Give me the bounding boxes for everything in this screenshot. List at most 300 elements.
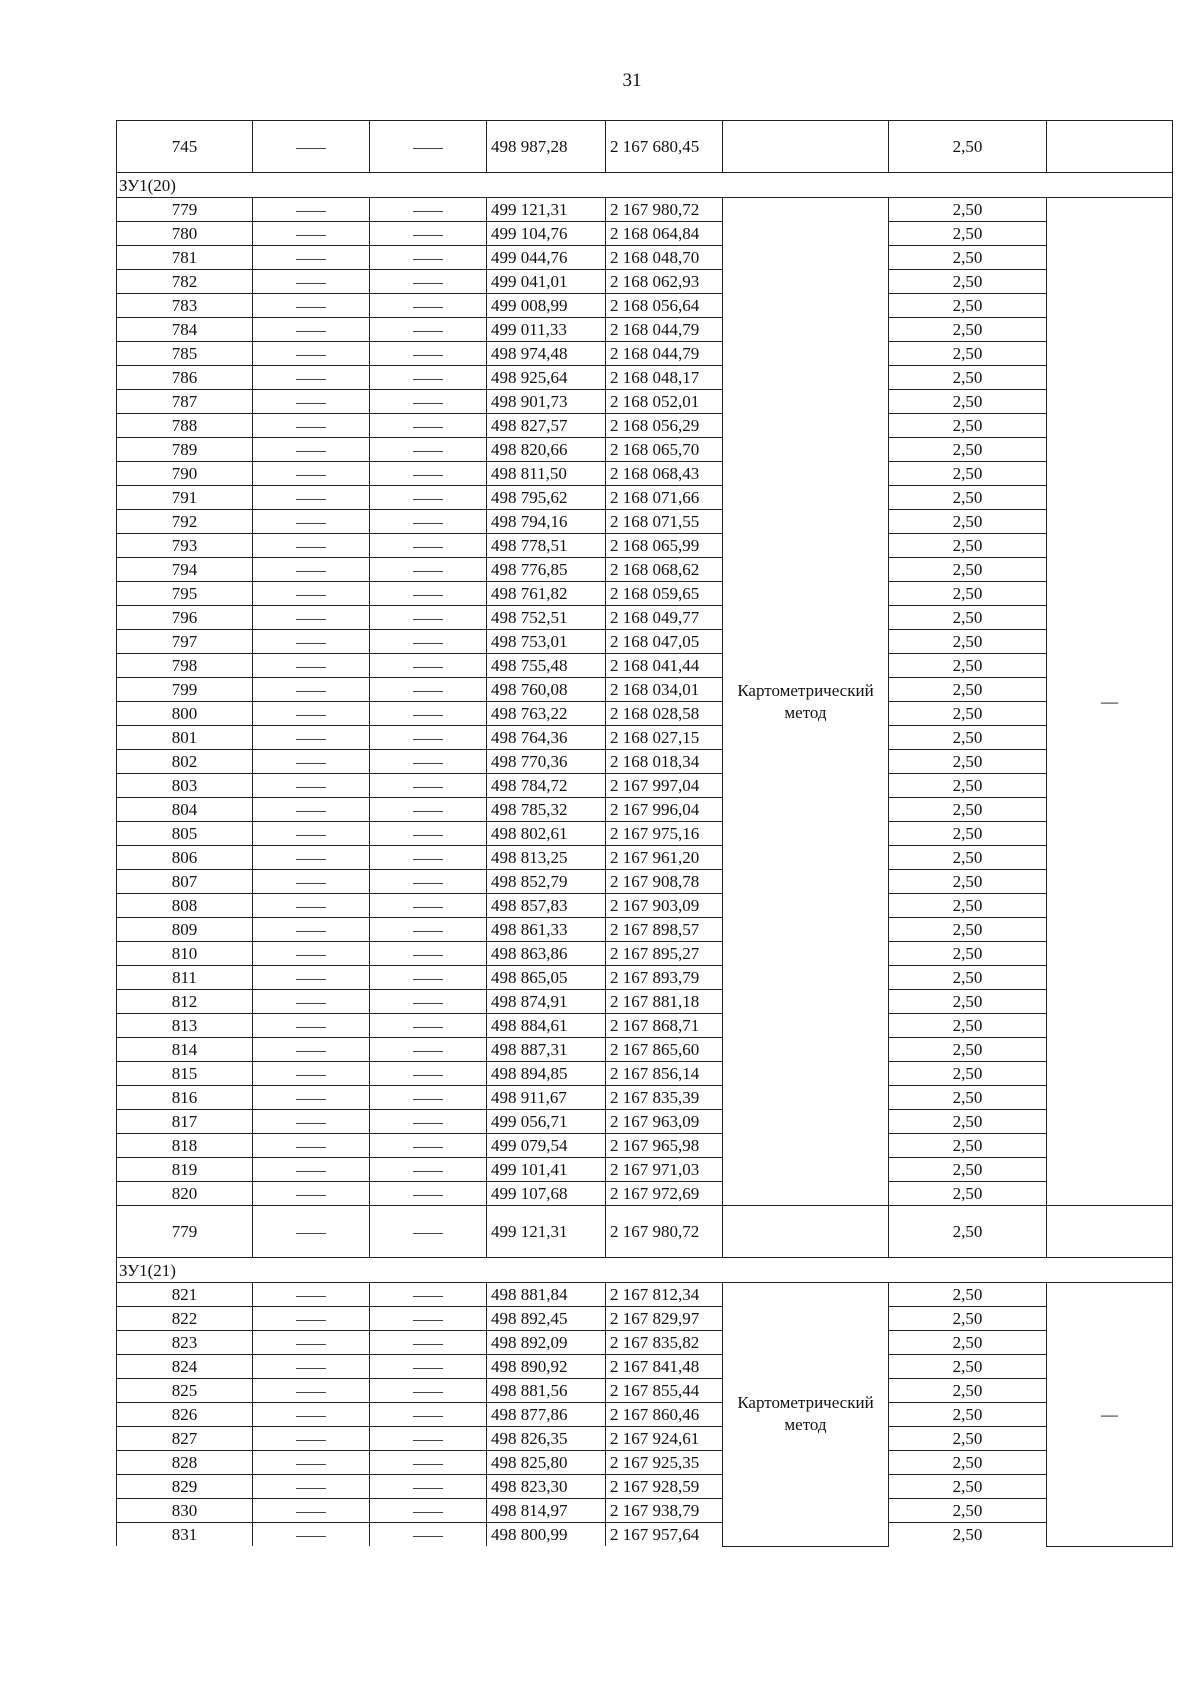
point-number: 823 xyxy=(117,1331,253,1355)
dash-mark xyxy=(296,1440,326,1441)
x-coordinate: 499 041,01 xyxy=(487,270,606,294)
accuracy-value: 2,50 xyxy=(889,798,1047,822)
dash-mark xyxy=(296,283,326,284)
table-row xyxy=(117,630,1173,654)
dash-mark xyxy=(413,283,443,284)
empty-cell xyxy=(253,1355,370,1379)
table-row xyxy=(117,894,1173,918)
dash-mark xyxy=(413,787,443,788)
y-coordinate: 2 167 898,57 xyxy=(606,918,723,942)
x-coordinate: 499 011,33 xyxy=(487,318,606,342)
empty-cell xyxy=(370,1475,487,1499)
point-number: 782 xyxy=(117,270,253,294)
dash-mark xyxy=(296,811,326,812)
y-coordinate: 2 167 835,82 xyxy=(606,1331,723,1355)
x-coordinate: 498 802,61 xyxy=(487,822,606,846)
point-number: 831 xyxy=(117,1523,253,1547)
x-coordinate: 498 874,91 xyxy=(487,990,606,1014)
empty-cell xyxy=(370,222,487,246)
dash-mark xyxy=(413,235,443,236)
accuracy-value: 2,50 xyxy=(889,270,1047,294)
empty-cell xyxy=(370,942,487,966)
point-number: 783 xyxy=(117,294,253,318)
accuracy-value: 2,50 xyxy=(889,1379,1047,1403)
notes-cell xyxy=(1047,1206,1173,1258)
empty-cell xyxy=(370,1451,487,1475)
table-row xyxy=(117,534,1173,558)
dash-mark xyxy=(413,907,443,908)
page-number: 31 xyxy=(622,70,642,91)
point-number: 792 xyxy=(117,510,253,534)
empty-cell xyxy=(370,486,487,510)
dash-mark xyxy=(413,955,443,956)
empty-cell xyxy=(253,1283,370,1307)
table-row xyxy=(117,1038,1173,1062)
accuracy-value: 2,50 xyxy=(889,1499,1047,1523)
x-coordinate: 498 764,36 xyxy=(487,726,606,750)
dash-mark xyxy=(413,1368,443,1369)
table-row xyxy=(117,1283,1173,1307)
accuracy-value: 2,50 xyxy=(889,774,1047,798)
dash-mark xyxy=(296,787,326,788)
section-header-row xyxy=(117,1258,1173,1283)
accuracy-value: 2,50 xyxy=(889,1014,1047,1038)
point-number: 789 xyxy=(117,438,253,462)
dash-mark xyxy=(296,1123,326,1124)
dash-mark xyxy=(413,595,443,596)
y-coordinate: 2 167 860,46 xyxy=(606,1403,723,1427)
accuracy-value: 2,50 xyxy=(889,726,1047,750)
method-cell: Картометрический метод xyxy=(723,1283,889,1547)
table-row xyxy=(117,246,1173,270)
point-number: 801 xyxy=(117,726,253,750)
dash-mark xyxy=(296,1320,326,1321)
accuracy-value: 2,50 xyxy=(889,942,1047,966)
dash-mark xyxy=(296,523,326,524)
table-row xyxy=(117,414,1173,438)
empty-cell xyxy=(370,1110,487,1134)
dash-mark xyxy=(413,571,443,572)
point-number: 781 xyxy=(117,246,253,270)
empty-cell xyxy=(253,1134,370,1158)
accuracy-value: 2,50 xyxy=(889,606,1047,630)
dash-mark xyxy=(413,1440,443,1441)
y-coordinate: 2 167 856,14 xyxy=(606,1062,723,1086)
y-coordinate: 2 167 924,61 xyxy=(606,1427,723,1451)
y-coordinate: 2 167 829,97 xyxy=(606,1307,723,1331)
dash-mark xyxy=(413,307,443,308)
dash-mark xyxy=(296,379,326,380)
empty-cell xyxy=(253,246,370,270)
point-number: 796 xyxy=(117,606,253,630)
x-coordinate: 498 881,56 xyxy=(487,1379,606,1403)
point-number: 808 xyxy=(117,894,253,918)
empty-cell xyxy=(370,990,487,1014)
dash-mark xyxy=(413,715,443,716)
accuracy-value: 2,50 xyxy=(889,246,1047,270)
point-number: 797 xyxy=(117,630,253,654)
empty-cell xyxy=(370,1086,487,1110)
dash-mark xyxy=(296,619,326,620)
empty-cell xyxy=(370,1331,487,1355)
point-number: 788 xyxy=(117,414,253,438)
empty-cell xyxy=(370,1283,487,1307)
empty-cell xyxy=(370,510,487,534)
y-coordinate: 2 168 056,64 xyxy=(606,294,723,318)
x-coordinate: 498 785,32 xyxy=(487,798,606,822)
y-coordinate: 2 168 027,15 xyxy=(606,726,723,750)
y-coordinate: 2 168 044,79 xyxy=(606,342,723,366)
empty-cell xyxy=(253,414,370,438)
empty-cell xyxy=(370,918,487,942)
y-coordinate: 2 168 059,65 xyxy=(606,582,723,606)
table-row xyxy=(117,366,1173,390)
y-coordinate: 2 167 925,35 xyxy=(606,1451,723,1475)
x-coordinate: 498 811,50 xyxy=(487,462,606,486)
accuracy-value: 2,50 xyxy=(889,438,1047,462)
point-number: 806 xyxy=(117,846,253,870)
empty-cell xyxy=(253,798,370,822)
empty-cell xyxy=(370,270,487,294)
dash-mark xyxy=(413,691,443,692)
point-number: 822 xyxy=(117,1307,253,1331)
method-cell xyxy=(723,121,889,173)
point-number: 745 xyxy=(117,121,253,173)
table-row xyxy=(117,966,1173,990)
x-coordinate: 498 852,79 xyxy=(487,870,606,894)
x-coordinate: 499 079,54 xyxy=(487,1134,606,1158)
y-coordinate: 2 168 047,05 xyxy=(606,630,723,654)
y-coordinate: 2 167 965,98 xyxy=(606,1134,723,1158)
dash-mark xyxy=(296,1464,326,1465)
point-number: 821 xyxy=(117,1283,253,1307)
empty-cell xyxy=(370,702,487,726)
empty-cell xyxy=(253,1307,370,1331)
x-coordinate: 498 795,62 xyxy=(487,486,606,510)
point-number: 826 xyxy=(117,1403,253,1427)
empty-cell xyxy=(370,654,487,678)
dash-mark xyxy=(413,739,443,740)
empty-cell xyxy=(370,870,487,894)
y-coordinate: 2 167 971,03 xyxy=(606,1158,723,1182)
dash-mark xyxy=(296,1027,326,1028)
dash-mark xyxy=(296,235,326,236)
dash-mark xyxy=(413,523,443,524)
y-coordinate: 2 167 680,45 xyxy=(606,121,723,173)
accuracy-value: 2,50 xyxy=(889,918,1047,942)
dash-mark xyxy=(296,1416,326,1417)
section-header-row xyxy=(117,173,1173,198)
dash-mark xyxy=(413,1171,443,1172)
dash-mark xyxy=(296,1344,326,1345)
method-cell: Картометрический метод xyxy=(723,198,889,1206)
empty-cell xyxy=(253,630,370,654)
point-number: 828 xyxy=(117,1451,253,1475)
empty-cell xyxy=(370,606,487,630)
empty-cell xyxy=(253,558,370,582)
empty-cell xyxy=(253,342,370,366)
empty-cell xyxy=(253,222,370,246)
x-coordinate: 498 827,57 xyxy=(487,414,606,438)
notes-cell: — xyxy=(1047,198,1173,1206)
table-row xyxy=(117,222,1173,246)
y-coordinate: 2 168 048,17 xyxy=(606,366,723,390)
dash-mark xyxy=(296,907,326,908)
empty-cell xyxy=(370,1499,487,1523)
empty-cell xyxy=(370,750,487,774)
dash-mark xyxy=(296,883,326,884)
dash-mark xyxy=(296,1296,326,1297)
dash-mark xyxy=(296,1233,326,1234)
table-row xyxy=(117,462,1173,486)
accuracy-value: 2,50 xyxy=(889,1038,1047,1062)
dash-mark xyxy=(296,355,326,356)
x-coordinate: 499 121,31 xyxy=(487,198,606,222)
accuracy-value: 2,50 xyxy=(889,510,1047,534)
table-row xyxy=(117,726,1173,750)
accuracy-value: 2,50 xyxy=(889,990,1047,1014)
empty-cell xyxy=(253,534,370,558)
accuracy-value: 2,50 xyxy=(889,121,1047,173)
y-coordinate: 2 168 028,58 xyxy=(606,702,723,726)
accuracy-value: 2,50 xyxy=(889,894,1047,918)
accuracy-value: 2,50 xyxy=(889,198,1047,222)
dash-mark xyxy=(413,379,443,380)
point-number: 785 xyxy=(117,342,253,366)
point-number: 818 xyxy=(117,1134,253,1158)
empty-cell xyxy=(253,1158,370,1182)
x-coordinate: 498 863,86 xyxy=(487,942,606,966)
dash-mark xyxy=(413,1233,443,1234)
point-number: 784 xyxy=(117,318,253,342)
empty-cell xyxy=(253,582,370,606)
table-row xyxy=(117,606,1173,630)
dash-mark xyxy=(413,1051,443,1052)
y-coordinate: 2 167 938,79 xyxy=(606,1499,723,1523)
empty-cell xyxy=(370,822,487,846)
point-number: 815 xyxy=(117,1062,253,1086)
y-coordinate: 2 168 065,70 xyxy=(606,438,723,462)
table-row xyxy=(117,1403,1173,1427)
y-coordinate: 2 167 928,59 xyxy=(606,1475,723,1499)
x-coordinate: 498 794,16 xyxy=(487,510,606,534)
empty-cell xyxy=(253,870,370,894)
table-row xyxy=(117,198,1173,222)
accuracy-value: 2,50 xyxy=(889,414,1047,438)
dash-mark xyxy=(296,715,326,716)
dash-mark xyxy=(296,1488,326,1489)
empty-cell xyxy=(370,558,487,582)
empty-cell xyxy=(253,462,370,486)
table-row xyxy=(117,558,1173,582)
empty-cell xyxy=(370,462,487,486)
x-coordinate: 498 752,51 xyxy=(487,606,606,630)
empty-cell xyxy=(253,390,370,414)
empty-cell xyxy=(253,1062,370,1086)
dash-mark xyxy=(413,403,443,404)
method-cell xyxy=(723,1206,889,1258)
empty-cell xyxy=(370,1062,487,1086)
empty-cell xyxy=(370,1379,487,1403)
accuracy-value: 2,50 xyxy=(889,870,1047,894)
dash-mark xyxy=(296,451,326,452)
table-row xyxy=(117,918,1173,942)
table-row xyxy=(117,1158,1173,1182)
point-number: 809 xyxy=(117,918,253,942)
empty-cell xyxy=(253,1086,370,1110)
point-number: 802 xyxy=(117,750,253,774)
y-coordinate: 2 167 812,34 xyxy=(606,1283,723,1307)
y-coordinate: 2 167 997,04 xyxy=(606,774,723,798)
x-coordinate: 498 753,01 xyxy=(487,630,606,654)
table-row xyxy=(117,390,1173,414)
y-coordinate: 2 167 980,72 xyxy=(606,198,723,222)
dash-mark xyxy=(413,1344,443,1345)
empty-cell xyxy=(370,1307,487,1331)
x-coordinate: 498 814,97 xyxy=(487,1499,606,1523)
table-row xyxy=(117,678,1173,702)
accuracy-value: 2,50 xyxy=(889,1403,1047,1427)
dash-mark xyxy=(296,979,326,980)
empty-cell xyxy=(253,726,370,750)
point-number: 813 xyxy=(117,1014,253,1038)
table-row xyxy=(117,1062,1173,1086)
empty-cell xyxy=(370,1206,487,1258)
x-coordinate: 498 857,83 xyxy=(487,894,606,918)
table-row xyxy=(117,1427,1173,1451)
point-number: 827 xyxy=(117,1427,253,1451)
point-number: 814 xyxy=(117,1038,253,1062)
y-coordinate: 2 168 068,43 xyxy=(606,462,723,486)
point-number: 799 xyxy=(117,678,253,702)
empty-cell xyxy=(253,774,370,798)
x-coordinate: 498 987,28 xyxy=(487,121,606,173)
accuracy-value: 2,50 xyxy=(889,750,1047,774)
empty-cell xyxy=(253,702,370,726)
dash-mark xyxy=(296,427,326,428)
y-coordinate: 2 168 065,99 xyxy=(606,534,723,558)
dash-mark xyxy=(413,1464,443,1465)
y-coordinate: 2 168 071,55 xyxy=(606,510,723,534)
point-number: 803 xyxy=(117,774,253,798)
dash-mark xyxy=(296,691,326,692)
table-row xyxy=(117,1475,1173,1499)
dash-mark xyxy=(296,1147,326,1148)
empty-cell xyxy=(370,366,487,390)
table-row xyxy=(117,870,1173,894)
empty-cell xyxy=(253,654,370,678)
accuracy-value: 2,50 xyxy=(889,1475,1047,1499)
accuracy-value: 2,50 xyxy=(889,366,1047,390)
dash-mark xyxy=(413,883,443,884)
dash-mark xyxy=(296,1195,326,1196)
dash-mark xyxy=(413,451,443,452)
accuracy-value: 2,50 xyxy=(889,1110,1047,1134)
dash-mark xyxy=(413,1392,443,1393)
dash-mark xyxy=(296,1368,326,1369)
y-coordinate: 2 168 071,66 xyxy=(606,486,723,510)
y-coordinate: 2 167 895,27 xyxy=(606,942,723,966)
accuracy-value: 2,50 xyxy=(889,1523,1047,1547)
empty-cell xyxy=(370,966,487,990)
dash-mark xyxy=(296,1171,326,1172)
accuracy-value: 2,50 xyxy=(889,1206,1047,1258)
table-row xyxy=(117,318,1173,342)
dash-mark xyxy=(413,475,443,476)
accuracy-value: 2,50 xyxy=(889,222,1047,246)
x-coordinate: 499 101,41 xyxy=(487,1158,606,1182)
point-number: 810 xyxy=(117,942,253,966)
y-coordinate: 2 167 835,39 xyxy=(606,1086,723,1110)
empty-cell xyxy=(370,1158,487,1182)
dash-mark xyxy=(296,1392,326,1393)
y-coordinate: 2 168 049,77 xyxy=(606,606,723,630)
empty-cell xyxy=(253,510,370,534)
dash-mark xyxy=(296,1512,326,1513)
point-number: 812 xyxy=(117,990,253,1014)
accuracy-value: 2,50 xyxy=(889,1182,1047,1206)
accuracy-value: 2,50 xyxy=(889,1158,1047,1182)
empty-cell xyxy=(370,414,487,438)
empty-cell xyxy=(370,1403,487,1427)
accuracy-value: 2,50 xyxy=(889,702,1047,726)
y-coordinate: 2 168 068,62 xyxy=(606,558,723,582)
table-row xyxy=(117,1110,1173,1134)
dash-mark xyxy=(296,1003,326,1004)
empty-cell xyxy=(253,990,370,1014)
y-coordinate: 2 167 881,18 xyxy=(606,990,723,1014)
table-body xyxy=(117,121,1173,1547)
point-number: 786 xyxy=(117,366,253,390)
dash-mark xyxy=(296,931,326,932)
x-coordinate: 498 770,36 xyxy=(487,750,606,774)
empty-cell xyxy=(253,750,370,774)
dash-mark xyxy=(413,1003,443,1004)
dash-mark xyxy=(413,547,443,548)
x-coordinate: 499 056,71 xyxy=(487,1110,606,1134)
dash-mark xyxy=(413,1416,443,1417)
x-coordinate: 498 887,31 xyxy=(487,1038,606,1062)
point-number: 780 xyxy=(117,222,253,246)
x-coordinate: 499 044,76 xyxy=(487,246,606,270)
dash-mark xyxy=(296,835,326,836)
accuracy-value: 2,50 xyxy=(889,294,1047,318)
empty-cell xyxy=(253,606,370,630)
point-number: 805 xyxy=(117,822,253,846)
dash-mark xyxy=(413,1147,443,1148)
dash-mark xyxy=(413,643,443,644)
table-row xyxy=(117,1307,1173,1331)
empty-cell xyxy=(370,1355,487,1379)
empty-cell xyxy=(253,678,370,702)
dash-mark xyxy=(296,475,326,476)
point-number: 779 xyxy=(117,198,253,222)
dash-mark xyxy=(413,499,443,500)
x-coordinate: 498 755,48 xyxy=(487,654,606,678)
table-row xyxy=(117,1134,1173,1158)
point-number: 800 xyxy=(117,702,253,726)
empty-cell xyxy=(370,318,487,342)
table-row xyxy=(117,1499,1173,1523)
table-row xyxy=(117,798,1173,822)
dash-mark xyxy=(296,547,326,548)
dash-mark xyxy=(413,259,443,260)
dash-mark xyxy=(413,811,443,812)
accuracy-value: 2,50 xyxy=(889,846,1047,870)
y-coordinate: 2 167 996,04 xyxy=(606,798,723,822)
x-coordinate: 498 778,51 xyxy=(487,534,606,558)
empty-cell xyxy=(253,318,370,342)
